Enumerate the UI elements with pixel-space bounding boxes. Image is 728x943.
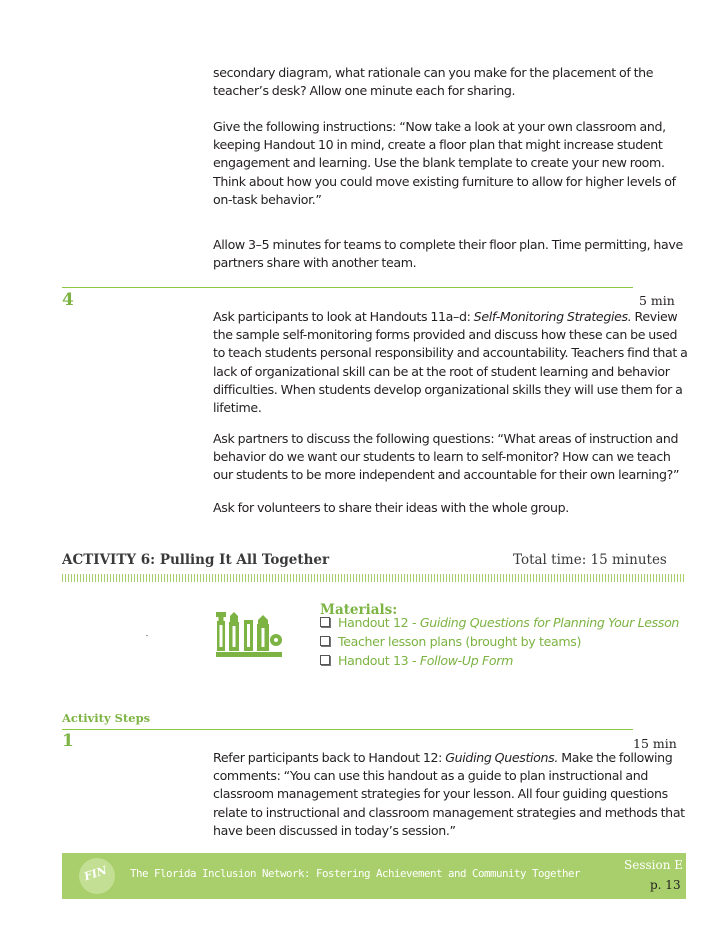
step-number: 4 <box>62 290 74 310</box>
step-paragraph: Ask partners to discuss the following questions: “What areas of instruction and behavior do we want our students to learn to self-monitor? How can we teach our students to be more independent and accountable for their own learning?” <box>213 431 680 483</box>
step-time: 5 min <box>639 293 675 308</box>
step-divider <box>62 287 633 288</box>
checkbox-icon <box>320 636 330 646</box>
handout-title: Guiding Questions. <box>445 750 559 765</box>
handout-title: Follow-Up Form <box>419 653 514 668</box>
stray-mark <box>146 635 148 636</box>
materials-item <box>320 613 679 632</box>
materials-heading: Materials: <box>320 602 398 618</box>
checkbox-icon <box>320 655 330 665</box>
step-paragraph <box>213 749 691 840</box>
step-paragraph <box>213 308 691 417</box>
text-run: Handout 12 - <box>338 615 420 630</box>
instruction-paragraph: secondary diagram, what rationale can you make for the placement of the teacher’s desk? Allow one minute each for sharing. <box>213 65 654 99</box>
total-time: Total time: 15 minutes <box>513 552 667 568</box>
checkbox-icon <box>320 617 330 627</box>
footer-organization: The Florida Inclusion Network: Fostering Achievement and Community Together <box>130 867 581 880</box>
text-run: Refer participants back to Handout 12: <box>213 750 446 765</box>
step-divider <box>62 729 633 730</box>
activity-steps-label: Activity Steps <box>62 711 151 725</box>
step-paragraph: Ask for volunteers to share their ideas with the whole group. <box>213 500 569 515</box>
text-run: Ask participants to look at Handouts 11a–d: <box>213 309 474 324</box>
text-run: Teacher lesson plans (brought by teams) <box>338 634 582 649</box>
page-number: p. 13 <box>650 878 681 892</box>
instruction-paragraph: Allow 3–5 minutes for teams to complete their floor plan. Time permitting, have partners share with another team. <box>213 237 683 271</box>
activity-title: ACTIVITY 6: Pulling It All Together <box>62 552 330 568</box>
text-run: Make the following comments: “You can use this handout as a guide to plan instructional and classroom management strategies for your lesson. All four guiding questions relate to instructional and classroom management strategies and methods that have been discussed in today’s session.” <box>213 750 685 838</box>
footer-session: Session E <box>624 858 684 872</box>
step-time: 15 min <box>633 736 677 751</box>
materials-icon <box>216 612 282 658</box>
materials-list <box>320 613 679 670</box>
step-number: 1 <box>62 731 74 751</box>
page-footer <box>62 853 686 899</box>
fin-logo: FIN <box>82 863 109 884</box>
handout-title: Self-Monitoring Strategies. <box>473 309 632 324</box>
hatched-divider <box>62 574 686 582</box>
text-run: Review the sample self-monitoring forms provided and discuss how these can be used to teach students personal responsibility and accountability. Teachers find that a lack of organizational skill can be at the root of student learning and behavior difficulties. When students develop organizational skills they will use them for a lifetime. <box>213 309 688 416</box>
materials-item <box>320 632 679 651</box>
materials-item <box>320 651 679 670</box>
instruction-paragraph: Give the following instructions: “Now take a look at your own classroom and, keeping Handout 10 in mind, create a floor plan that might increase student engagement and learning. Use the blank template to create your new room. Think about how you could move existing furniture to allow for higher levels of on-task behavior.” <box>213 119 676 207</box>
handout-title: Guiding Questions for Planning Your Lesson <box>419 615 680 630</box>
text-run: Handout 13 - <box>338 653 420 668</box>
